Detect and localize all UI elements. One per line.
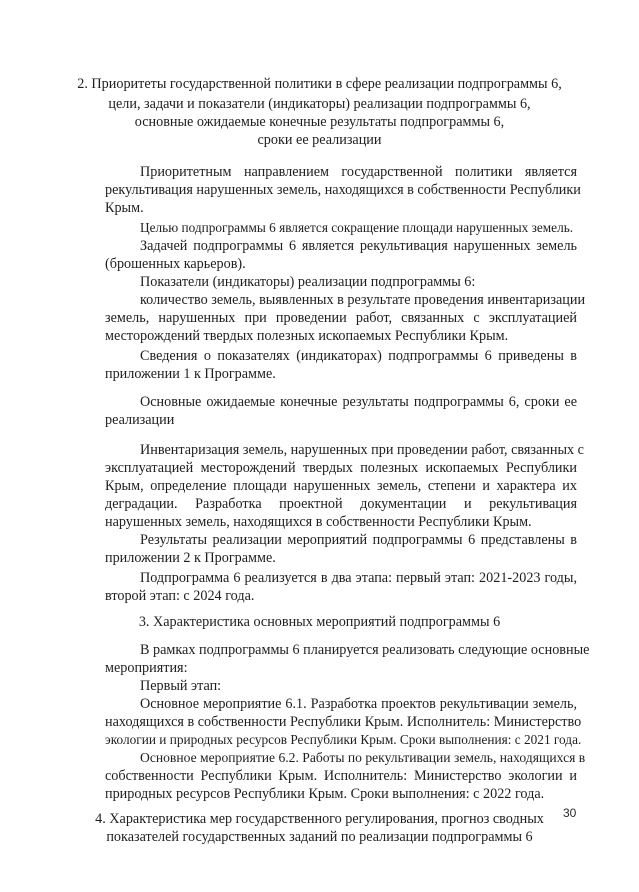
section-4-heading-line-2: показателей государственных заданий по реализации подпрограммы 6 — [106, 829, 533, 845]
indicator-item-line-1: количество земель, выявленных в результате проведения инвентаризации — [140, 292, 586, 308]
section-4-heading-line-1: 4. Характеристика мер государственного регулирования, прогноз сводных — [95, 811, 544, 827]
indicators-info-line-1: Сведения о показателях (индикаторах) подпрограммы 6 приведены в — [140, 348, 577, 364]
priority-paragraph-line-2: рекультивация нарушенных земель, находящихся в собственности Республики — [105, 182, 581, 198]
task-paragraph-line-2: (брошенных карьеров). — [105, 256, 246, 272]
inventory-paragraph-line-2: эксплуатацией месторождений твердых полезных ископаемых Республики — [105, 460, 577, 476]
measure-6-1-line-1: Основное мероприятие 6.1. Разработка проектов рекультивации земель, — [140, 696, 577, 712]
expected-results-heading-line-1: Основные ожидаемые конечные результаты подпрограммы 6, сроки ее — [140, 394, 577, 410]
measure-6-1-line-3: экологии и природных ресурсов Республики Крым. Сроки выполнения: с 2021 года. — [105, 732, 582, 747]
stages-paragraph-line-2: второй этап: с 2024 года. — [105, 588, 255, 604]
results-paragraph-line-1: Результаты реализации мероприятий подпрограммы 6 представлены в — [140, 532, 577, 548]
inventory-paragraph-line-3: Крым, определение площади нарушенных земель, степени и характера их — [105, 478, 577, 494]
measure-6-2-line-3: природных ресурсов Республики Крым. Сроки выполнения: с 2022 года. — [105, 786, 545, 802]
measures-intro-line-1: В рамках подпрограммы 6 планируется реализовать следующие основные — [140, 642, 590, 658]
indicator-item-line-2: земель, нарушенных при проведении работ, связанных с эксплуатацией — [105, 310, 577, 326]
page-number: 30 — [563, 806, 577, 820]
section-2-heading-line-3: основные ожидаемые конечные результаты подпрограммы 6, — [134, 114, 505, 130]
goal-paragraph: Целью подпрограммы 6 является сокращение площади нарушенных земель. — [140, 220, 574, 235]
measure-6-1-line-2: находящихся в собственности Республики Крым. Исполнитель: Министерство — [105, 714, 582, 730]
section-2-heading-line-2: цели, задачи и показатели (индикаторы) реализации подпрограммы 6, — [108, 96, 531, 112]
indicators-paragraph: Показатели (индикаторы) реализации подпрограммы 6: — [140, 274, 476, 290]
priority-paragraph-line-1: Приоритетным направлением государственной политики является — [140, 164, 577, 180]
expected-results-heading-line-2: реализации — [105, 412, 175, 428]
inventory-paragraph-line-1: Инвентаризация земель, нарушенных при проведении работ, связанных с — [140, 442, 584, 458]
measure-6-2-line-1: Основное мероприятие 6.2. Работы по рекультивации земель, находящихся в — [140, 750, 586, 765]
stages-paragraph-line-1: Подпрограмма 6 реализуется в два этапа: первый этап: 2021-2023 годы, — [140, 570, 577, 586]
measures-intro-line-2: мероприятия: — [105, 660, 188, 676]
measure-6-2-line-2: собственности Республики Крым. Исполнитель: Министерство экологии и — [105, 768, 577, 784]
task-paragraph-line-1: Задачей подпрограммы 6 является рекультивация нарушенных земель — [140, 238, 577, 254]
indicator-item-line-3: месторождений твердых полезных ископаемых Республики Крым. — [105, 328, 509, 344]
indicators-info-line-2: приложении 1 к Программе. — [105, 366, 276, 382]
inventory-paragraph-line-5: нарушенных земель, находящихся в собственности Республики Крым. — [105, 514, 532, 530]
first-stage-label: Первый этап: — [140, 678, 222, 694]
section-2-heading-line-1: 2. Приоритеты государственной политики в сфере реализации подпрограммы 6, — [77, 76, 562, 92]
priority-paragraph-line-3: Крым. — [105, 200, 144, 216]
results-paragraph-line-2: приложении 2 к Программе. — [105, 550, 276, 566]
section-3-heading: 3. Характеристика основных мероприятий подпрограммы 6 — [138, 614, 501, 630]
section-2-heading-line-4: сроки ее реализации — [257, 132, 382, 148]
inventory-paragraph-line-4: деградации. Разработка проектной документации и рекультивация — [105, 496, 577, 512]
